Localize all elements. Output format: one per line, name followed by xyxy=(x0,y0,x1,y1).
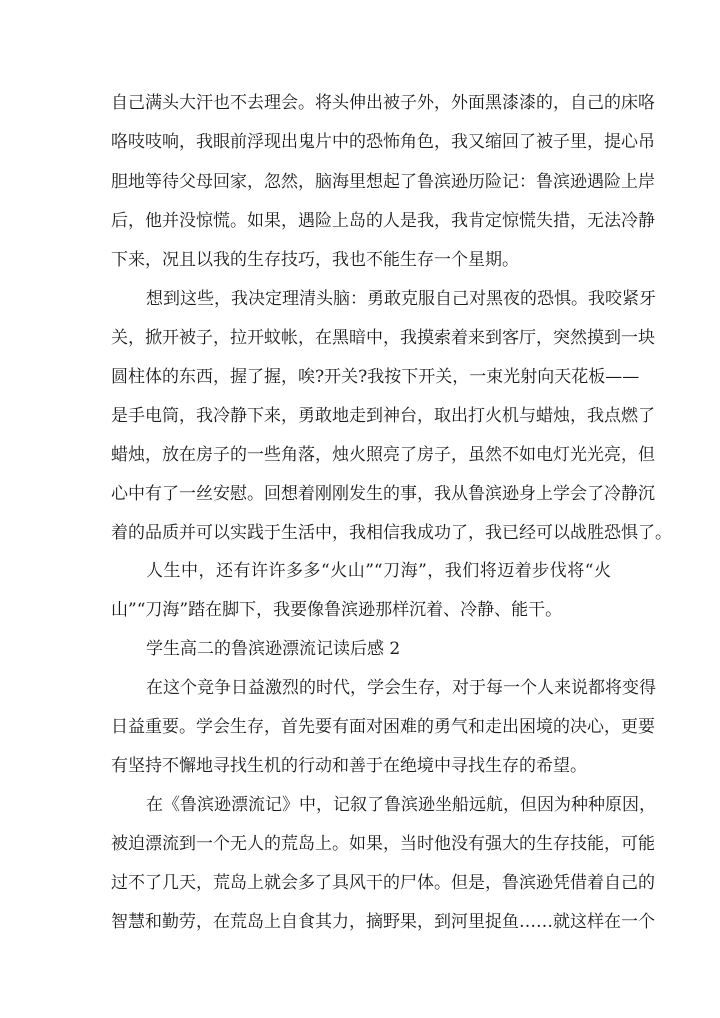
text-line: 蜡烛，放在房子的一些角落，烛火照亮了房子，虽然不如电灯光光亮，但 xyxy=(111,445,655,465)
text-line: 自己满头大汗也不去理会。将头伸出被子外，外面黑漆漆的，自己的床咯 xyxy=(111,93,655,113)
paragraph-first-line: 在《鲁滨逊漂流记》中，记叙了鲁滨逊坐船远航，但因为种种原因， xyxy=(146,795,656,815)
text-line: 心中有了一丝安慰。回想着刚刚发生的事，我从鲁滨逊身上学会了冷静沉 xyxy=(111,484,655,504)
text-line: 被迫漂流到一个无人的荒岛上。如果，当时他没有强大的生存技能，可能 xyxy=(111,834,655,854)
text-line: 后，他并没惊慌。如果，遇险上岛的人是我，我肯定惊慌失措，无法冷静 xyxy=(111,211,655,231)
paragraph-first-line: 人生中，还有许许多多“火山”“刀海”，我们将迈着步伐将“火 xyxy=(146,561,611,581)
text-line: 智慧和勤劳，在荒岛上自食其力，摘野果，到河里捉鱼……就这样在一个 xyxy=(111,912,655,932)
text-line: 咯吱吱响，我眼前浮现出鬼片中的恐怖角色，我又缩回了被子里，提心吊 xyxy=(111,132,655,152)
text-line: 胆地等待父母回家，忽然，脑海里想起了鲁滨逊历险记：鲁滨逊遇险上岸 xyxy=(111,172,655,192)
text-line: 下来，况且以我的生存技巧，我也不能生存一个星期。 xyxy=(111,250,519,270)
paragraph-first-line: 想到这些，我决定理清头脑：勇敢克服自己对黑夜的恐惧。我咬紧牙 xyxy=(146,289,656,309)
text-line: 过不了几天，荒岛上就会多了具风干的尸体。但是，鲁滨逊凭借着自己的 xyxy=(111,873,655,893)
paragraph-first-line: 在这个竞争日益激烈的时代，学会生存，对于每一个人来说都将变得 xyxy=(146,678,656,698)
text-line: 着的品质并可以实践于生活中，我相信我成功了，我已经可以战胜恐惧了。 xyxy=(111,523,672,543)
text-line: 关，掀开被子，拉开蚊帐，在黑暗中，我摸索着来到客厅，突然摸到一块 xyxy=(111,328,655,348)
text-line: 有坚持不懈地寻找生机的行动和善于在绝境中寻找生存的希望。 xyxy=(111,756,587,776)
text-line: 山”“刀海”踏在脚下，我要像鲁滨逊那样沉着、冷静、能干。 xyxy=(111,600,563,620)
text-line: 圆柱体的东西，握了握，唉?开关?我按下开关，一束光射向天花板—— xyxy=(111,367,640,387)
text-line: 是手电筒，我冷静下来，勇敢地走到神台，取出打火机与蜡烛，我点燃了 xyxy=(111,406,655,426)
text-line: 日益重要。学会生存，首先要有面对困难的勇气和走出困境的决心，更要 xyxy=(111,717,655,737)
section-heading: 学生高二的鲁滨逊漂流记读后感 2 xyxy=(146,639,401,659)
